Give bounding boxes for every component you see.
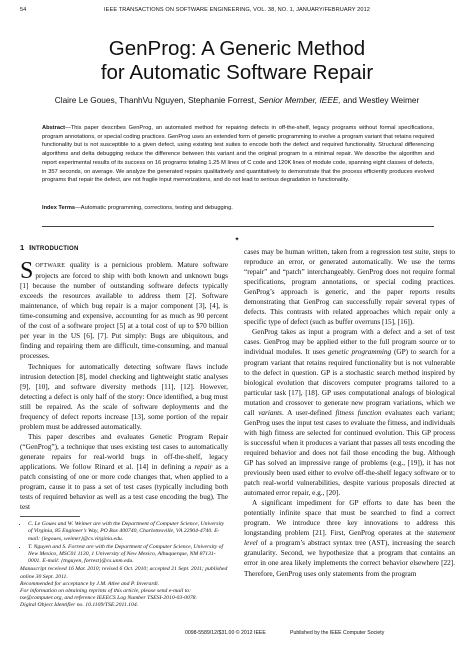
author-list xyxy=(20,95,454,105)
right-column xyxy=(244,247,455,579)
emphasis: genetic programming xyxy=(327,348,392,357)
paragraph-text: quality is a pernicious problem. Mature software projects are forced to ship with both known and unknown bugs [1] because the number of outstanding software defects typically exceeds the resources available to address them [2]. Software maintenance, of which bug repair is a major component [3], [4], is time-consuming and expensive, accounting for as much as 90 percent of the cost of a software project [5] at a total cost of up to $70 billion per year in the US [6], [7]. Put simply: Bugs are ubiquitous, and finding and repairing them are difficult, time-consuming, and manual processes. xyxy=(20,261,228,361)
footnote-recommended: Recommended for acceptance by J.M. Atlee and P. Inverardi. xyxy=(20,580,160,587)
section-heading xyxy=(20,243,228,254)
section-number: 1 xyxy=(20,243,25,252)
footnote-received: Manuscript received 16 Mar. 2010; revised 6 Oct. 2010; accepted 21 Sept. 2011; published online 30 Sept. 2011. xyxy=(20,566,228,580)
emphasis: statement level xyxy=(244,529,455,548)
paper-title xyxy=(20,37,454,85)
paragraph-text: GenProg takes as input a program with a defect and a set of test cases. GenProg may be applied either to the full program source or to individual modules. It uses xyxy=(244,328,455,357)
journal-header: IEEE TRANSACTIONS ON SOFTWARE ENGINEERING, VOL. 38, NO. 1, JANUARY/FEBRUARY 2012 xyxy=(104,7,370,13)
paragraph xyxy=(244,327,455,498)
title-line-1: GenProg: A Generic Method xyxy=(108,37,366,60)
index-terms-text: —Automatic programming, corrections, testing and debugging. xyxy=(75,205,233,211)
footnote-doi: Digital Object Identifier no. 10.1109/TSE.2011.104. xyxy=(20,602,139,609)
paragraph-text: (GP) to search for a program variant that retains required functionality but is not vulnerable to the defect in question. GP is a stochastic search method inspired by biological evolution that discovers computer programs tailored to a particular task [17], [18]. GP uses computational analogs of biological mutation and crossover to generate new program variations, which we call xyxy=(244,348,455,417)
drop-cap: S xyxy=(20,258,34,285)
paragraph-text: as a patch consisting of one or more code changes that, when applied to a program, cause it to pass a set of test cases (typically including both tests of required behavior as well as a test case encoding the bug). The test xyxy=(20,462,228,512)
publisher-line: Published by the IEEE Computer Society xyxy=(290,630,385,636)
paragraph xyxy=(20,260,228,361)
author-last: and Westley Weimer xyxy=(343,95,420,105)
emphasis: variants xyxy=(258,408,282,417)
ornament-glyph: ✦ xyxy=(234,237,240,243)
page-number: 54 xyxy=(20,7,27,13)
paragraph xyxy=(244,498,455,578)
section-title-first: I xyxy=(29,243,32,252)
emphasis: fitness function xyxy=(335,408,382,417)
footnotes xyxy=(20,521,228,609)
title-line-2: for Automatic Software Repair xyxy=(100,61,374,84)
paragraph-text: Techniques for automatically detecting software flaws include intrusion detection [8], model checking and lightweight static analyses [9], [10], and software diversity methods [11], [12]. However, detecting a defect is only half of the story: Once identified, a bug must still be repaired. As the scale of software deployments and the frequency of defect reports increase [13], some portion of the repair problem must be addressed automatically. xyxy=(20,362,228,431)
running-header xyxy=(20,7,454,17)
paragraph-text: cases may be human written, taken from a regression test suite, steps to reproduce an error, or generated automatically. We use the terms “repair” and “patch” interchangeably. GenProg does not require formal specifications, program annotations, or special coding practices. GenProg’s approach is generic, and the paper reports results demonstrating that GenProg can successfully repair several types of defects. This contrasts with related approaches which repair only a specific type of defect (such as buffer overruns [15], [16]). xyxy=(244,248,455,327)
index-terms xyxy=(42,204,434,213)
abstract-text: —This paper describes GenProg, an automated method for repairing defects in off-the-shelf, legacy programs without formal specifications, program annotations, or special coding practices. GenProg uses an extended form of genetic programming to evolve a program variant that retains required functionality but is not susceptible to a given defect, using existing test suites to encode both the defect and required functionality. Structural differencing algorithms and delta debugging reduce the difference between this variant and the original program to a minimal repair. We describe the algorithm and report experimental results of its success on 16 programs totaling 1.25 M lines of C code and 120K lines of module code, spanning eight classes of defects, in 357 seconds, on average. We analyze the generated repairs qualitatively and quantitatively to demonstrate that the process efficiently produces evolved programs that repair the defect, are not fragile input memorizations, and do not lead to serious degradation in functionality. xyxy=(42,125,434,184)
paragraph xyxy=(20,362,228,432)
section-title-rest: NTRODUCTION xyxy=(31,245,79,252)
paragraph xyxy=(20,432,228,512)
paragraph-text: of a program’s abstract syntax tree (AST), increasing the search granularity. Second, we hypothesize that a program that contains an error in one area likely implements the correct behavior elsewhere [22]. Therefore, GenProg uses only statements from the program xyxy=(244,539,455,578)
abstract xyxy=(42,124,434,185)
small-caps-lead: OFTWARE xyxy=(35,263,66,270)
paragraph-text: . A user-defined xyxy=(281,408,336,417)
paragraph xyxy=(244,247,455,327)
footnote-affiliation: • C. Le Goues and W. Weimer are with the Department of Computer Science, University of Virginia, 85 Engineer’s Way, PO Box 400740, Charlottesville, VA 22904-4740. E-mail: {legoues, weimer}@cs.virginia.edu. xyxy=(28,521,228,543)
footnote-reprints: For information on obtaining reprints of this article, please send e-mail to: tse@computer.org, and reference IEEECS Log Number TSESI-2010-03-0078. xyxy=(20,588,197,602)
footnote-divider xyxy=(20,516,80,517)
author-title: Senior Member, IEEE, xyxy=(258,95,341,105)
left-column xyxy=(20,243,228,610)
author-names: Claire Le Goues, ThanhVu Nguyen, Stephanie Forrest, xyxy=(54,95,257,105)
section-ornament xyxy=(0,236,474,243)
paragraph-text: A significant impediment for GP efforts to date has been the potentially infinite space that must be searched to find a correct program. We introduce three key innovations to address this longstanding problem [21]. First, GenProg operates at the xyxy=(244,499,455,538)
abstract-divider xyxy=(42,226,434,227)
emphasis: repair xyxy=(194,462,213,471)
index-terms-label: Index Terms xyxy=(42,205,76,211)
copyright-line: 0098-5589/12/$31.00 © 2012 IEEE xyxy=(185,630,266,636)
paragraph-text: evaluates each variant; GenProg uses the input test cases to evaluate the fitness, and individuals with high fitness are selected for continued evolution. This GP process is successful when it produces a variant that passes all tests encoding the required behavior and does not fail those encoding the bug. Although GP has solved an impressive range of problems (e.g., [19]), it has not previously been used either to evolve off-the-shelf legacy software or to patch real-world vulnerabilities, despite various proposals directed at automated error repair, e.g., [20]. xyxy=(244,408,455,498)
footnote-affiliation: • T. Nguyen and S. Forrest are with the Department of Computer Science, University of New Mexico, MSC01 1130, 1 University of New Mexico, Albuquerque, NM 87131-0001. E-mail: {tnguyen, forrest}@cs.unm.edu. xyxy=(28,544,228,566)
paragraph-text: This paper describes and evaluates Genetic Program Repair (“GenProg”), a technique that uses existing test cases to automatically generate repairs for real-world bugs in off-the-shelf, legacy applications. We follow Rinard et al. [14] in defining a xyxy=(20,432,228,471)
abstract-label: Abstract xyxy=(42,125,66,131)
